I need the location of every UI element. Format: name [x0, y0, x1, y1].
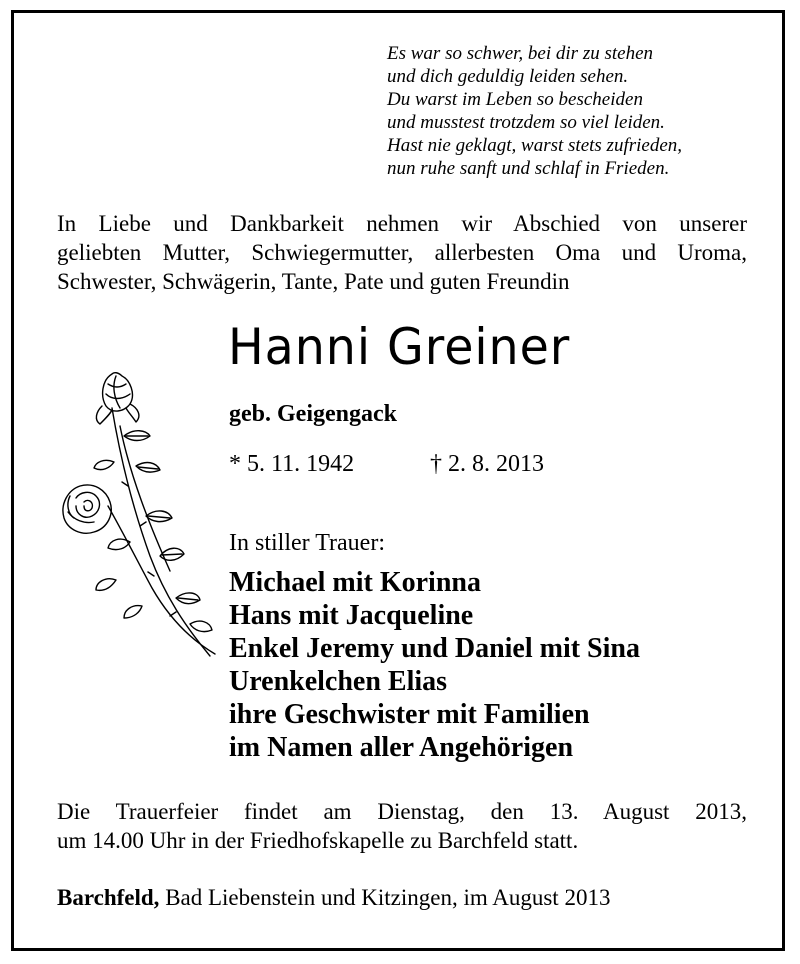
poem-line: Du warst im Leben so bescheiden — [387, 89, 643, 110]
mourner-entry: Michael mit Korinna — [229, 567, 481, 598]
mourner-entry: Hans mit Jacqueline — [229, 600, 474, 631]
deceased-name: Hanni Greiner — [228, 318, 571, 376]
poem-line: und musstest trotzdem so viel leiden. — [387, 112, 665, 133]
intro-line: In Liebe und Dankbarkeit nehmen wir Abschied von unserer — [57, 211, 747, 236]
birth-name: geb. Geigengack — [229, 401, 397, 427]
mourner-entry: ihre Geschwister mit Familien — [229, 699, 590, 730]
funeral-line: Die Trauerfeier findet am Dienstag, den 13. August 2013, — [57, 799, 747, 824]
poem-line: und dich geduldig leiden sehen. — [387, 66, 629, 87]
intro-line: geliebten Mutter, Schwiegermutter, allerbesten Oma und Uroma, — [57, 240, 747, 265]
funeral-line: um 14.00 Uhr in der Friedhofskapelle zu Barchfeld statt. — [57, 828, 579, 853]
mourner-entry: Enkel Jeremy und Daniel mit Sina — [229, 633, 640, 664]
mourner-entry: Urenkelchen Elias — [229, 666, 448, 697]
funeral-info — [57, 797, 747, 855]
mourning-label: In stiller Trauer: — [229, 530, 385, 556]
poem-line: nun ruhe sanft und schlaf in Frieden. — [387, 158, 670, 179]
mourner-entry: im Namen aller Angehörigen — [229, 732, 574, 763]
place-town: Barchfeld, — [57, 885, 160, 910]
mourners-list — [229, 566, 640, 764]
poem-line: Es war so schwer, bei dir zu stehen — [387, 43, 653, 64]
intro-line: Schwester, Schwägerin, Tante, Pate und guten Freundin — [57, 269, 570, 294]
birth-date: * 5. 11. 1942 — [229, 451, 355, 477]
death-date: † 2. 8. 2013 — [430, 451, 544, 477]
poem — [387, 42, 767, 180]
rose-drawing-icon — [50, 366, 225, 666]
intro-text — [57, 209, 747, 296]
poem-line: Hast nie geklagt, warst stets zufrieden, — [387, 135, 683, 156]
place-rest: Bad Liebenstein und Kitzingen, im August 2013 — [159, 885, 611, 910]
place-line — [57, 885, 610, 911]
